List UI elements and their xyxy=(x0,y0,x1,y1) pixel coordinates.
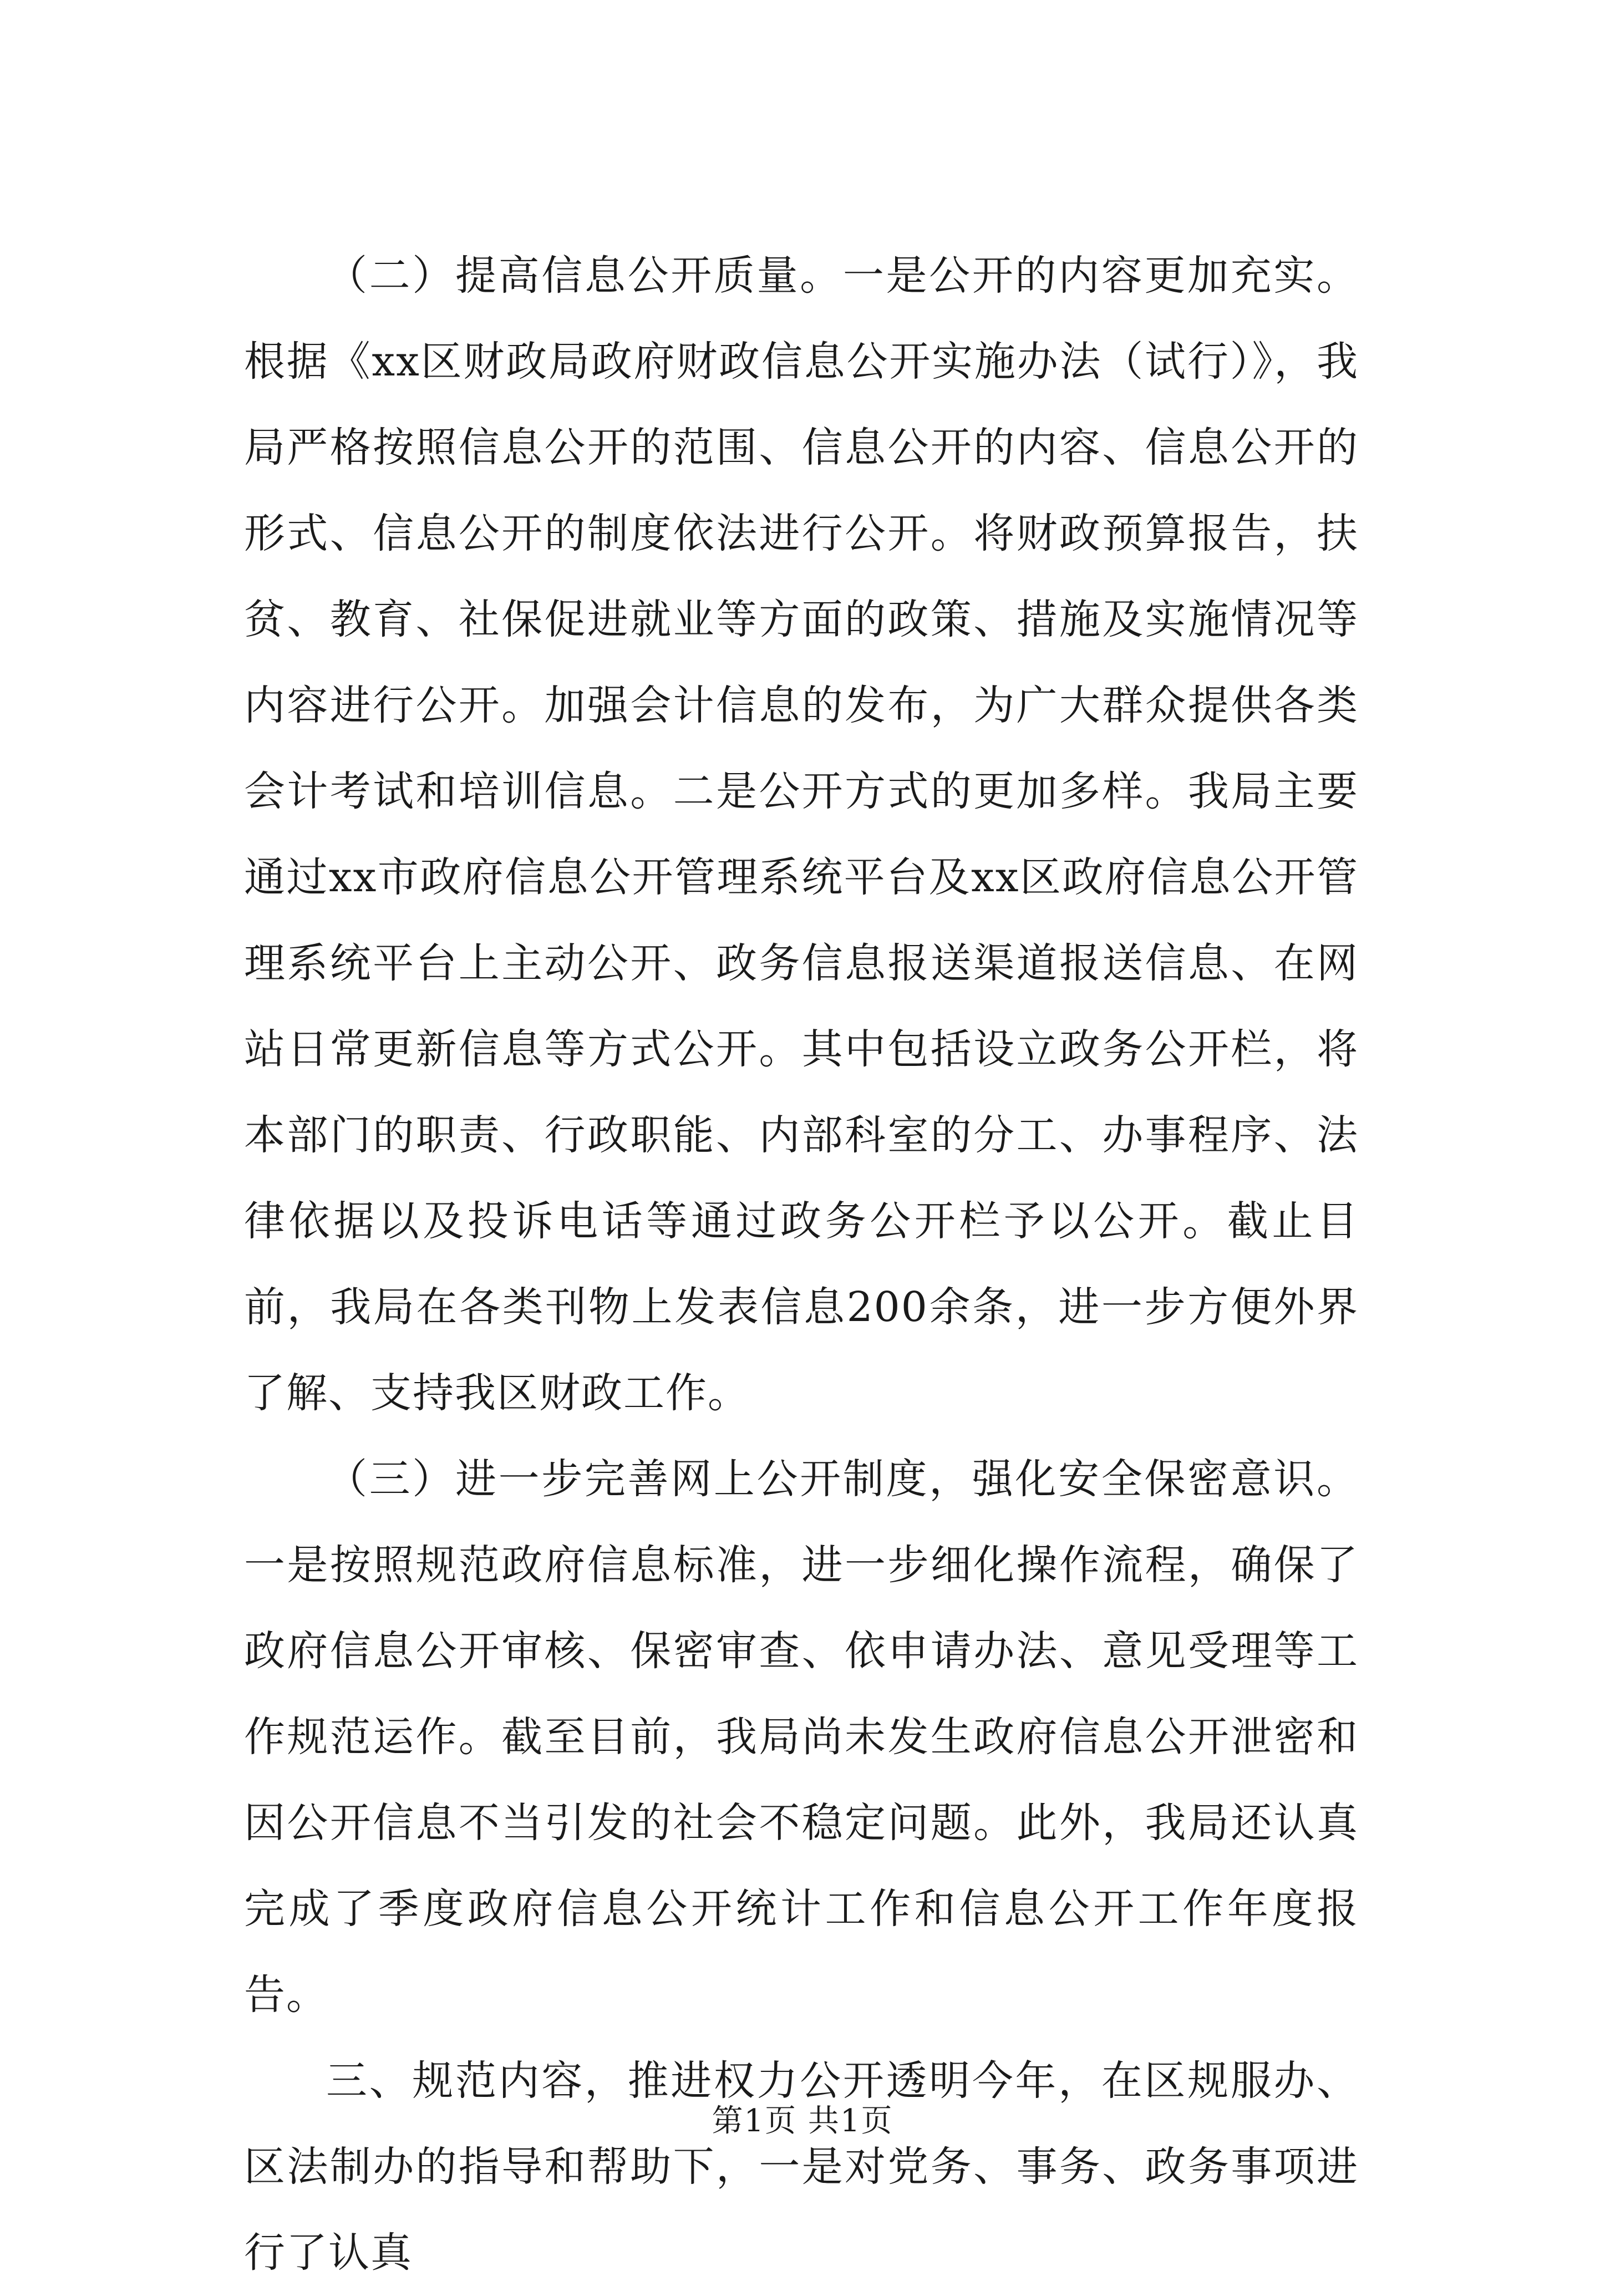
page-footer: 第1页 共1页 xyxy=(712,2103,893,2139)
paragraph-online-disclosure: （三）进一步完善网上公开制度，强化安全保密意识。一是按照规范政府信息标准，进一步细化操作流程，确保了政府信息公开审核、保密审查、依申请办法、意见受理等工作规范运作。截至目前，我局尚未发生政府信息公开泄密和因公开信息不当引发的社会不稳定问题。此外，我局还认真完成了季度政府信息公开统计工作和信息公开工作年度报告。 xyxy=(244,1455,1359,2019)
paragraph-info-quality: （二）提高信息公开质量。一是公开的内容更加充实。根据《xx区财政局政府财政信息公开实施办法（试行）》，我局严格按照信息公开的范围、信息公开的内容、信息公开的形式、信息公开的制度依法进行公开。将财政预算报告，扶贫、教育、社保促进就业等方面的政策、措施及实施情况等内容进行公开。加强会计信息的发布，为广大群众提供各类会计考试和培训信息。二是公开方式的更加多样。我局主要通过xx市政府信息公开管理系统平台及xx区政府信息公开管理系统平台上主动公开、政务信息报送渠道报送信息、在网站日常更新信息等方式公开。其中包括设立政务公开栏，将本部门的职责、行政职能、内部科室的分工、办事程序、法律依据以及投诉电话等通过政务公开栏予以公开。截止目前，我局在各类刊物上发表信息200余条，进一步方便外界了解、支持我区财政工作。 xyxy=(244,252,1359,1417)
document-body xyxy=(244,233,1359,2296)
paragraph-standardize-content: 三、规范内容，推进权力公开透明今年，在区规服办、区法制办的指导和帮助下，一是对党务、事务、政务事项进行了认真 xyxy=(244,2057,1359,2277)
